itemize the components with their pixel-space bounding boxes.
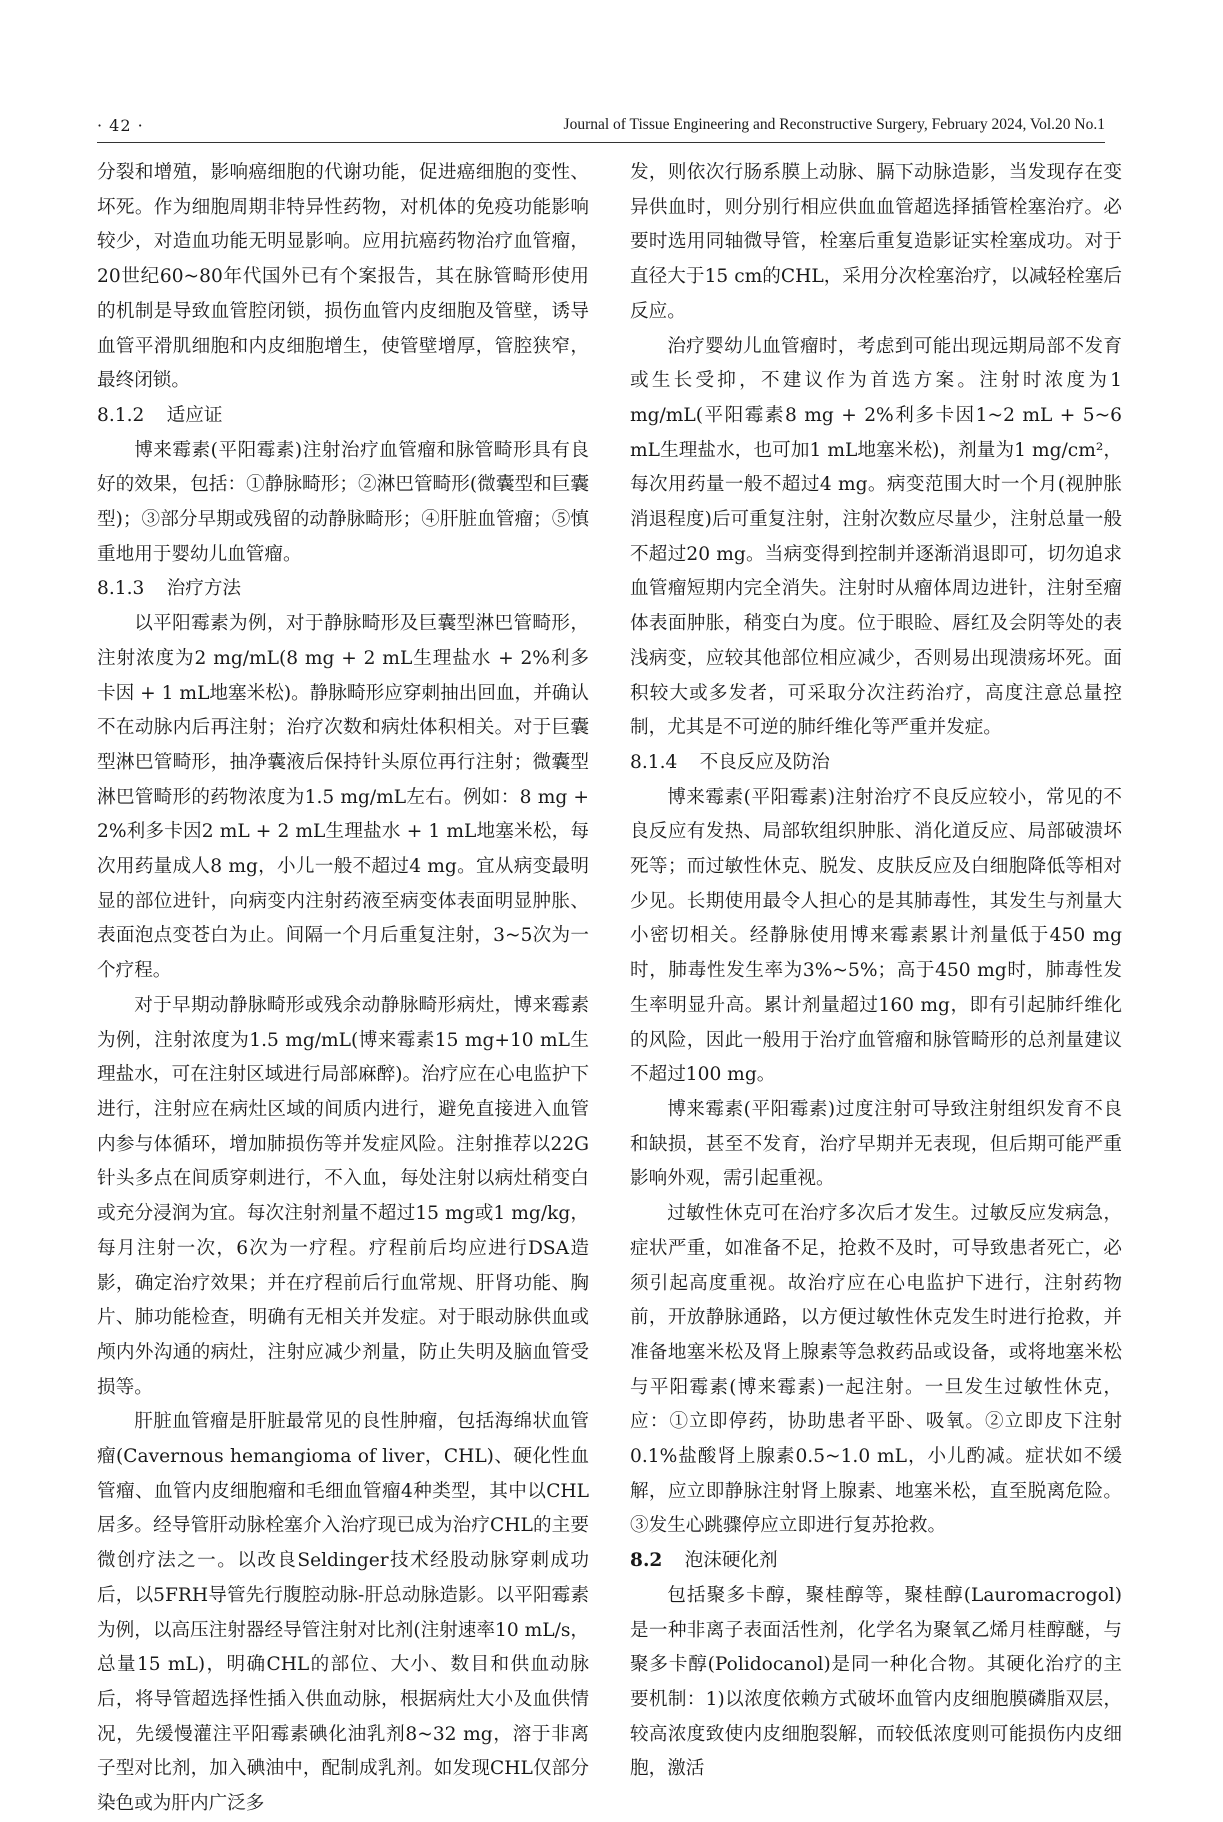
paragraph: 发，则依次行肠系膜上动脉、膈下动脉造影，当发现存在变异供血时，则分别行相应供血血管超选择插管栓塞治疗。必要时选用同轴微导管，栓塞后重复造影证实栓塞成功。对于直径大于15 cm的CHL，采用分次栓塞治疗，以减轻栓塞后反应。 [630,162,1122,322]
section-number: 8.2 [630,1550,663,1572]
paragraph: 博来霉素(平阳霉素)过度注射可导致注射组织发育不良和缺损，甚至不发育，治疗早期并无表现，但后期可能严重影响外观，需引起重视。 [630,1098,1122,1190]
section-number: 8.1.4 [630,751,678,773]
section-heading-8-1-4 [630,746,1122,781]
paragraph: 博来霉素(平阳霉素)注射治疗不良反应较小，常见的不良反应有发热、局部软组织肿胀、消化道反应、局部破溃坏死等；而过敏性休克、脱发、皮肤反应及白细胞降低等相对少见。长期使用最令人担心的是其肺毒性，其发生与剂量大小密切相关。经静脉使用博来霉素累计剂量低于450 mg时，肺毒性发生率为3%~5%；高于450 mg时，肺毒性发生率明显升高。累计剂量超过160 mg，即有引起肺纤维化的风险，因此一般用于治疗血管瘤和脉管畸形的总剂量建议不超过100 mg。 [630,786,1122,1086]
right-column [630,156,1122,1787]
paragraph: 肝脏血管瘤是肝脏最常见的良性肿瘤，包括海绵状血管瘤(Cavernous hemangioma of liver，CHL)、硬化性血管瘤、血管内皮细胞瘤和毛细血管瘤4种类型，其中以CHL居多。经导管肝动脉栓塞介入治疗现已成为治疗CHL的主要微创疗法之一。以改良Seldinger技术经股动脉穿刺成功后，以5FRH导管先行腹腔动脉-肝总动脉造影。以平阳霉素为例，以高压注射器经导管注射对比剂(注射速率10 mL/s，总量15 mL)，明确CHL的部位、大小、数目和供血动脉后，将导管超选择性插入供血动脉，根据病灶大小及血供情况，先缓慢灌注平阳霉素碘化油乳剂8~32 mg，溶于非离子型对比剂，加入碘油中，配制成乳剂。如发现CHL仅部分染色或为肝内广泛多 [97,1411,589,1815]
section-title: 泡沫硬化剂 [684,1550,778,1572]
paragraph: 过敏性休克可在治疗多次后才发生。过敏反应发病急，症状严重，如准备不足，抢救不及时，可导致患者死亡，必须引起高度重视。故治疗应在心电监护下进行，注射药物前，开放静脉通路，以方便过敏性休克发生时进行抢救，并准备地塞米松及肾上腺素等急救药品或设备，或将地塞米松与平阳霉素(博来霉素)一起注射。一旦发生过敏性休克，应：①立即停药，协助患者平卧、吸氧。②立即皮下注射0.1%盐酸肾上腺素0.5~1.0 mL，小儿酌减。症状如不缓解，应立即静脉注射肾上腺素、地塞米松，直至脱离危险。③发生心跳骤停应立即进行复苏抢救。 [630,1203,1122,1537]
left-column [97,156,589,1822]
paragraph: 博来霉素(平阳霉素)注射治疗血管瘤和脉管畸形具有良好的效果，包括：①静脉畸形；②淋巴管畸形(微囊型和巨囊型)；③部分早期或残留的动静脉畸形；④肝脏血管瘤；⑤慎重地用于婴幼儿血管瘤。 [97,439,589,565]
page-number: · 42 · [97,116,144,135]
section-heading-8-1-2 [97,399,589,434]
paragraph: 治疗婴幼儿血管瘤时，考虑到可能出现远期局部不发育或生长受抑，不建议作为首选方案。注射时浓度为1 mg/mL(平阳霉素8 mg + 2%利多卡因1~2 mL + 5~6 mL生理盐水，也可加1 mL地塞米松)，剂量为1 mg/cm²，每次用药量一般不超过4 mg。病变范围大时一个月(视肿胀消退程度)后可重复注射，注射次数应尽量少，注射总量一般不超过20 mg。当病变得到控制并逐渐消退即可，切勿追求血管瘤短期内完全消失。注射时从瘤体周边进针，注射至瘤体表面肿胀，稍变白为度。位于眼睑、唇红及会阴等处的表浅病变，应较其他部位相应减少，否则易出现溃疡坏死。面积较大或多发者，可采取分次注药治疗，高度注意总量控制，尤其是不可逆的肺纤维化等严重并发症。 [630,335,1122,739]
section-number: 8.1.2 [97,404,145,426]
journal-citation: Journal of Tissue Engineering and Reconstructive Surgery, February 2024, Vol.20 No.1 [563,116,1105,133]
section-title: 适应证 [166,404,223,426]
paragraph: 包括聚多卡醇，聚桂醇等，聚桂醇(Lauromacrogol)是一种非离子表面活性剂，化学名为聚氧乙烯月桂醇醚，与聚多卡醇(Polidocanol)是同一种化合物。其硬化治疗的主要机制：1)以浓度依赖方式破坏血管内皮细胞膜磷脂双层，较高浓度致使内皮细胞裂解，而较低浓度则可能损伤内皮细胞，激活 [630,1584,1122,1780]
paragraph: 对于早期动静脉畸形或残余动静脉畸形病灶，博来霉素为例，注射浓度为1.5 mg/mL(博来霉素15 mg+10 mL生理盐水，可在注射区域进行局部麻醉)。治疗应在心电监护下进行，注射应在病灶区域的间质内进行，避免直接进入血管内参与体循环，增加肺损伤等并发症风险。注射推荐以22G针头多点在间质穿刺进行，不入血，每处注射以病灶稍变白或充分浸润为宜。每次注射剂量不超过15 mg或1 mg/kg，每月注射一次，6次为一疗程。疗程前后均应进行DSA造影，确定治疗效果；并在疗程前后行血常规、肝肾功能、胸片、肺功能检查，明确有无相关并发症。对于眼动脉供血或颅内外沟通的病灶，注射应减少剂量，防止失明及脑血管受损等。 [97,994,589,1398]
section-heading-8-1-3 [97,572,589,607]
section-title: 不良反应及防治 [699,751,830,773]
paragraph: 分裂和增殖，影响癌细胞的代谢功能，促进癌细胞的变性、坏死。作为细胞周期非特异性药物，对机体的免疫功能影响较少，对造血功能无明显影响。应用抗癌药物治疗血管瘤，20世纪60~80年代国外已有个案报告，其在脉管畸形使用的机制是导致血管腔闭锁，损伤血管内皮细胞及管壁，诱导血管平滑肌细胞和内皮细胞增生，使管壁增厚，管腔狭窄，最终闭锁。 [97,162,589,392]
running-header [97,114,1105,143]
paragraph: 以平阳霉素为例，对于静脉畸形及巨囊型淋巴管畸形，注射浓度为2 mg/mL(8 mg + 2 mL生理盐水 + 2%利多卡因 + 1 mL地塞米松)。静脉畸形应穿刺抽出回血，并确认不在动脉内后再注射；治疗次数和病灶体积相关。对于巨囊型淋巴管畸形，抽净囊液后保持针头原位再行注射；微囊型淋巴管畸形的药物浓度为1.5 mg/mL左右。例如：8 mg + 2%利多卡因2 mL + 2 mL生理盐水 + 1 mL地塞米松，每次用药量成人8 mg，小儿一般不超过4 mg。宜从病变最明显的部位进针，向病变内注射药液至病变体表面明显肿胀、表面泡点变苍白为止。间隔一个月后重复注射，3~5次为一个疗程。 [97,613,589,982]
section-heading-8-2 [630,1544,1122,1579]
section-number: 8.1.3 [97,578,145,600]
section-title: 治疗方法 [166,578,242,600]
